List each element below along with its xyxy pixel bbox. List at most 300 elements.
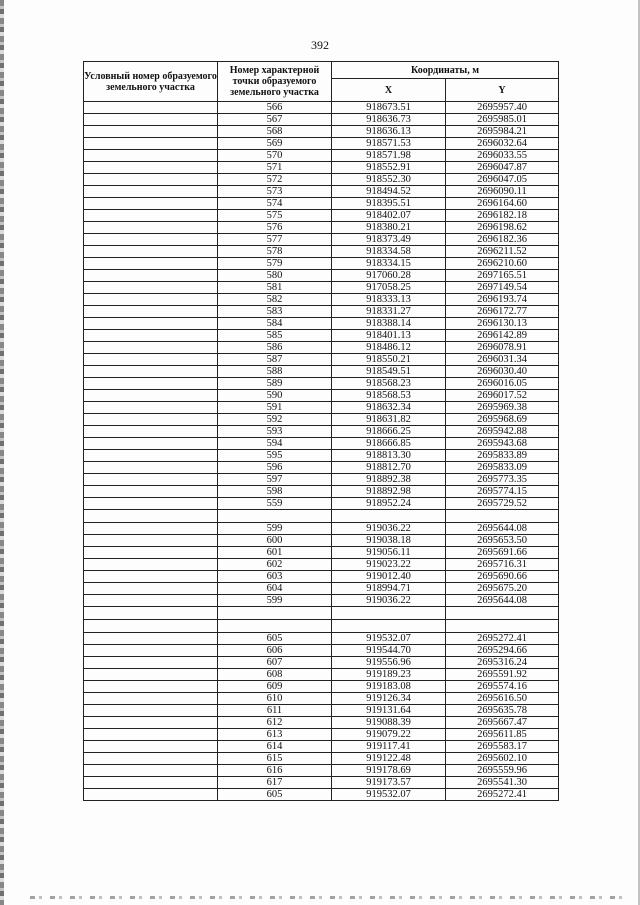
cell-y: 2696193.74 [446,294,559,306]
cell-y: 2696030.40 [446,366,559,378]
cell-x: 918673.51 [332,102,446,114]
cell-y: 2695644.08 [446,523,559,535]
cell-y: 2695583.17 [446,741,559,753]
cell-y: 2695541.30 [446,777,559,789]
cell-parcel [84,559,218,571]
cell-parcel [84,414,218,426]
table-row [84,777,559,789]
cell-y: 2695635.78 [446,705,559,717]
table-row [84,645,559,657]
coordinates-table [83,61,559,801]
cell-y: 2695653.50 [446,535,559,547]
cell-point: 590 [218,390,332,402]
cell-y [446,510,559,523]
cell-point: 568 [218,126,332,138]
cell-x: 919036.22 [332,595,446,607]
scan-edge-bottom [30,896,630,899]
cell-x: 918666.25 [332,426,446,438]
cell-point: 574 [218,198,332,210]
cell-y: 2695833.09 [446,462,559,474]
cell-point: 591 [218,402,332,414]
cell-x: 918373.49 [332,234,446,246]
cell-point: 588 [218,366,332,378]
cell-y: 2695667.47 [446,717,559,729]
table-row [84,681,559,693]
cell-parcel [84,294,218,306]
cell-point [218,510,332,523]
table-row [84,717,559,729]
page-number: 392 [311,38,329,52]
cell-point [218,620,332,633]
cell-x: 918380.21 [332,222,446,234]
cell-x: 918549.51 [332,366,446,378]
table-body [84,102,559,801]
cell-x: 918813.30 [332,450,446,462]
cell-point: 578 [218,246,332,258]
table-row [84,402,559,414]
cell-x: 918402.07 [332,210,446,222]
cell-parcel [84,354,218,366]
cell-point: 614 [218,741,332,753]
table-row [84,547,559,559]
header-parcel: Условный номер образуемого земельного участка [84,62,218,102]
cell-x: 919038.18 [332,535,446,547]
cell-x: 918892.38 [332,474,446,486]
cell-y: 2695272.41 [446,789,559,801]
cell-x: 918952.24 [332,498,446,510]
table-row [84,162,559,174]
header-x: X [332,79,446,102]
cell-point: 566 [218,102,332,114]
table-row [84,669,559,681]
cell-x: 919131.64 [332,705,446,717]
cell-y: 2695559.96 [446,765,559,777]
cell-y: 2696182.18 [446,210,559,222]
cell-point: 587 [218,354,332,366]
cell-point: 575 [218,210,332,222]
cell-parcel [84,633,218,645]
cell-parcel [84,645,218,657]
cell-parcel [84,498,218,510]
cell-parcel [84,450,218,462]
table-row [84,559,559,571]
table-row [84,234,559,246]
cell-y: 2697165.51 [446,270,559,282]
cell-point: 580 [218,270,332,282]
cell-x: 919056.11 [332,547,446,559]
cell-y: 2695591.92 [446,669,559,681]
cell-point: 616 [218,765,332,777]
table-row [84,222,559,234]
cell-parcel [84,753,218,765]
cell-parcel [84,234,218,246]
cell-parcel [84,390,218,402]
cell-parcel [84,462,218,474]
cell-y: 2695773.35 [446,474,559,486]
cell-y: 2695574.16 [446,681,559,693]
cell-x: 918334.15 [332,258,446,270]
table-row [84,765,559,777]
cell-x: 918812.70 [332,462,446,474]
cell-parcel [84,174,218,186]
table-row [84,595,559,607]
cell-y: 2695957.40 [446,102,559,114]
cell-parcel [84,510,218,523]
cell-point: 613 [218,729,332,741]
cell-x: 918486.12 [332,342,446,354]
cell-x: 918631.82 [332,414,446,426]
cell-point: 579 [218,258,332,270]
cell-x: 918636.73 [332,114,446,126]
cell-y: 2696210.60 [446,258,559,270]
table-row [84,486,559,498]
cell-point: 600 [218,535,332,547]
cell-point: 609 [218,681,332,693]
cell-parcel [84,681,218,693]
cell-parcel [84,535,218,547]
cell-parcel [84,717,218,729]
cell-y: 2695774.15 [446,486,559,498]
cell-y: 2695690.66 [446,571,559,583]
cell-x: 919088.39 [332,717,446,729]
cell-point: 610 [218,693,332,705]
cell-parcel [84,102,218,114]
table-row [84,150,559,162]
cell-x [332,607,446,620]
table-row [84,729,559,741]
cell-x: 918994.71 [332,583,446,595]
table-row [84,474,559,486]
cell-x: 918334.58 [332,246,446,258]
cell-x: 918632.34 [332,402,446,414]
cell-y: 2696031.34 [446,354,559,366]
table-row [84,633,559,645]
cell-x: 918552.91 [332,162,446,174]
cell-x: 918568.53 [332,390,446,402]
cell-point: 594 [218,438,332,450]
cell-y: 2696017.52 [446,390,559,402]
cell-x: 918494.52 [332,186,446,198]
cell-parcel [84,729,218,741]
cell-x: 918636.13 [332,126,446,138]
cell-y: 2695316.24 [446,657,559,669]
cell-y: 2696198.62 [446,222,559,234]
cell-parcel [84,282,218,294]
table-row [84,462,559,474]
table-row [84,414,559,426]
cell-y: 2695942.88 [446,426,559,438]
cell-x: 917060.28 [332,270,446,282]
cell-point: 608 [218,669,332,681]
table-row [84,571,559,583]
cell-parcel [84,595,218,607]
table-row [84,126,559,138]
cell-point: 607 [218,657,332,669]
cell-y: 2695644.08 [446,595,559,607]
table-row [84,318,559,330]
cell-y: 2696172.77 [446,306,559,318]
cell-parcel [84,198,218,210]
cell-parcel [84,210,218,222]
cell-y: 2695729.52 [446,498,559,510]
cell-y: 2695294.66 [446,645,559,657]
cell-x: 919178.69 [332,765,446,777]
table-row [84,535,559,547]
cell-point [218,607,332,620]
cell-parcel [84,318,218,330]
cell-x: 919023.22 [332,559,446,571]
cell-parcel [84,306,218,318]
cell-x: 918552.30 [332,174,446,186]
table-row [84,354,559,366]
cell-point: 570 [218,150,332,162]
cell-point: 581 [218,282,332,294]
cell-y: 2696182.36 [446,234,559,246]
table-row [84,330,559,342]
cell-x: 919117.41 [332,741,446,753]
table-row [84,102,559,114]
cell-y: 2696164.60 [446,198,559,210]
table-row [84,753,559,765]
cell-x: 919556.96 [332,657,446,669]
cell-parcel [84,342,218,354]
cell-y: 2695611.85 [446,729,559,741]
cell-point: 571 [218,162,332,174]
cell-y: 2696047.87 [446,162,559,174]
cell-x: 918571.53 [332,138,446,150]
cell-parcel [84,693,218,705]
cell-x: 918331.27 [332,306,446,318]
cell-x: 919079.22 [332,729,446,741]
cell-parcel [84,378,218,390]
cell-y: 2696032.64 [446,138,559,150]
cell-x: 918550.21 [332,354,446,366]
cell-point: 603 [218,571,332,583]
table-row [84,438,559,450]
cell-parcel [84,330,218,342]
cell-y: 2695969.38 [446,402,559,414]
table-row [84,607,559,620]
cell-x [332,510,446,523]
cell-x: 919183.08 [332,681,446,693]
table-row [84,705,559,717]
cell-y: 2696047.05 [446,174,559,186]
cell-point: 605 [218,633,332,645]
scan-edge-left [0,0,4,905]
table-row [84,138,559,150]
cell-parcel [84,607,218,620]
cell-point: 602 [218,559,332,571]
cell-y: 2695984.21 [446,126,559,138]
cell-parcel [84,258,218,270]
cell-point: 597 [218,474,332,486]
cell-y: 2696033.55 [446,150,559,162]
table-row [84,510,559,523]
cell-parcel [84,765,218,777]
cell-x: 918395.51 [332,198,446,210]
cell-point: 617 [218,777,332,789]
cell-y: 2695716.31 [446,559,559,571]
cell-parcel [84,246,218,258]
table-row [84,426,559,438]
table-row [84,378,559,390]
cell-point: 569 [218,138,332,150]
cell-point: 585 [218,330,332,342]
cell-parcel [84,571,218,583]
cell-parcel [84,126,218,138]
cell-y: 2695616.50 [446,693,559,705]
cell-parcel [84,270,218,282]
table-row [84,498,559,510]
table-row [84,198,559,210]
cell-parcel [84,789,218,801]
cell-point: 559 [218,498,332,510]
table-row [84,306,559,318]
table-row [84,246,559,258]
table-row [84,174,559,186]
cell-point: 612 [218,717,332,729]
cell-x: 919544.70 [332,645,446,657]
cell-y: 2696142.89 [446,330,559,342]
table-row [84,583,559,595]
table-row [84,657,559,669]
cell-parcel [84,138,218,150]
cell-y: 2695691.66 [446,547,559,559]
cell-parcel [84,186,218,198]
table-row [84,210,559,222]
cell-x: 919126.34 [332,693,446,705]
cell-point: 615 [218,753,332,765]
cell-x: 919532.07 [332,789,446,801]
header-y: Y [446,79,559,102]
table-row [84,282,559,294]
cell-y: 2695985.01 [446,114,559,126]
cell-point: 611 [218,705,332,717]
table-row [84,294,559,306]
cell-point: 604 [218,583,332,595]
cell-x: 918401.13 [332,330,446,342]
cell-parcel [84,705,218,717]
cell-x: 918571.98 [332,150,446,162]
cell-parcel [84,162,218,174]
cell-x: 919189.23 [332,669,446,681]
cell-parcel [84,669,218,681]
cell-point: 605 [218,789,332,801]
cell-x: 919173.57 [332,777,446,789]
cell-x [332,620,446,633]
cell-y: 2695675.20 [446,583,559,595]
cell-point: 593 [218,426,332,438]
cell-x: 918388.14 [332,318,446,330]
table-row [84,270,559,282]
cell-y: 2695272.41 [446,633,559,645]
cell-y: 2695968.69 [446,414,559,426]
cell-parcel [84,486,218,498]
table-row [84,693,559,705]
cell-x: 919036.22 [332,523,446,535]
cell-point: 576 [218,222,332,234]
cell-x: 918568.23 [332,378,446,390]
cell-y: 2695602.10 [446,753,559,765]
cell-parcel [84,547,218,559]
cell-parcel [84,474,218,486]
cell-parcel [84,222,218,234]
cell-parcel [84,438,218,450]
cell-x: 919532.07 [332,633,446,645]
cell-point: 601 [218,547,332,559]
cell-point: 584 [218,318,332,330]
table-row [84,366,559,378]
cell-parcel [84,426,218,438]
table-row [84,186,559,198]
cell-point: 595 [218,450,332,462]
cell-point: 577 [218,234,332,246]
cell-parcel [84,523,218,535]
cell-y: 2696016.05 [446,378,559,390]
cell-point: 606 [218,645,332,657]
cell-parcel [84,620,218,633]
table-row [84,258,559,270]
cell-y [446,620,559,633]
cell-parcel [84,402,218,414]
cell-y: 2695833.89 [446,450,559,462]
cell-point: 589 [218,378,332,390]
cell-parcel [84,657,218,669]
table-row [84,523,559,535]
cell-point: 586 [218,342,332,354]
cell-point: 592 [218,414,332,426]
cell-point: 572 [218,174,332,186]
cell-parcel [84,114,218,126]
cell-point: 598 [218,486,332,498]
cell-point: 599 [218,523,332,535]
cell-parcel [84,366,218,378]
cell-x: 919122.48 [332,753,446,765]
table-row [84,789,559,801]
cell-parcel [84,583,218,595]
cell-y: 2696130.13 [446,318,559,330]
header-point: Номер характерной точки образуемого земельного участка [218,62,332,102]
cell-point: 583 [218,306,332,318]
cell-parcel [84,777,218,789]
table-row [84,741,559,753]
cell-y: 2695943.68 [446,438,559,450]
cell-point: 582 [218,294,332,306]
cell-x: 917058.25 [332,282,446,294]
header-coordinates: Координаты, м [332,62,559,79]
table-row [84,620,559,633]
cell-point: 596 [218,462,332,474]
table-row [84,390,559,402]
cell-parcel [84,150,218,162]
cell-parcel [84,741,218,753]
cell-x: 919012.40 [332,571,446,583]
cell-y: 2696078.91 [446,342,559,354]
cell-x: 918666.85 [332,438,446,450]
cell-x: 918333.13 [332,294,446,306]
table-row [84,342,559,354]
cell-point: 573 [218,186,332,198]
cell-x: 918892.98 [332,486,446,498]
table-row [84,450,559,462]
cell-y: 2696211.52 [446,246,559,258]
cell-y: 2697149.54 [446,282,559,294]
table-row [84,114,559,126]
cell-point: 567 [218,114,332,126]
cell-y [446,607,559,620]
cell-point: 599 [218,595,332,607]
cell-y: 2696090.11 [446,186,559,198]
